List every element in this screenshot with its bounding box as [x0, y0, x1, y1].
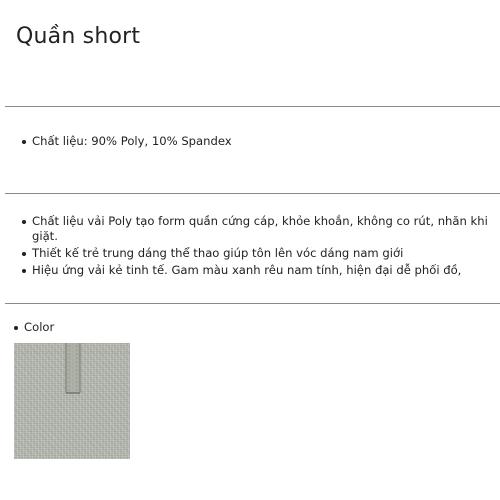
section-divider: [5, 193, 500, 194]
color-label: Color: [14, 320, 480, 335]
features-list: [22, 214, 488, 280]
material-item: Chất liệu: 90% Poly, 10% Spandex: [22, 134, 488, 149]
material-list: [22, 134, 488, 151]
section-divider: [5, 106, 500, 107]
feature-item: Hiệu ứng vải kẻ tinh tế. Gam màu xanh rêu nam tính, hiện đại dễ phối đồ,: [22, 263, 488, 278]
section-divider: [5, 303, 500, 304]
product-title: Quần short: [16, 24, 141, 49]
feature-item: Thiết kế trẻ trung dáng thể thao giúp tôn lên vóc dáng nam giới: [22, 246, 488, 261]
fabric-detail-illustration: [14, 343, 130, 459]
color-section: [14, 320, 480, 337]
feature-item: Chất liệu vải Poly tạo form quần cứng cáp, khỏe khoắn, không co rút, nhăn khi giặt.: [22, 214, 488, 244]
color-swatch[interactable]: [14, 343, 130, 459]
